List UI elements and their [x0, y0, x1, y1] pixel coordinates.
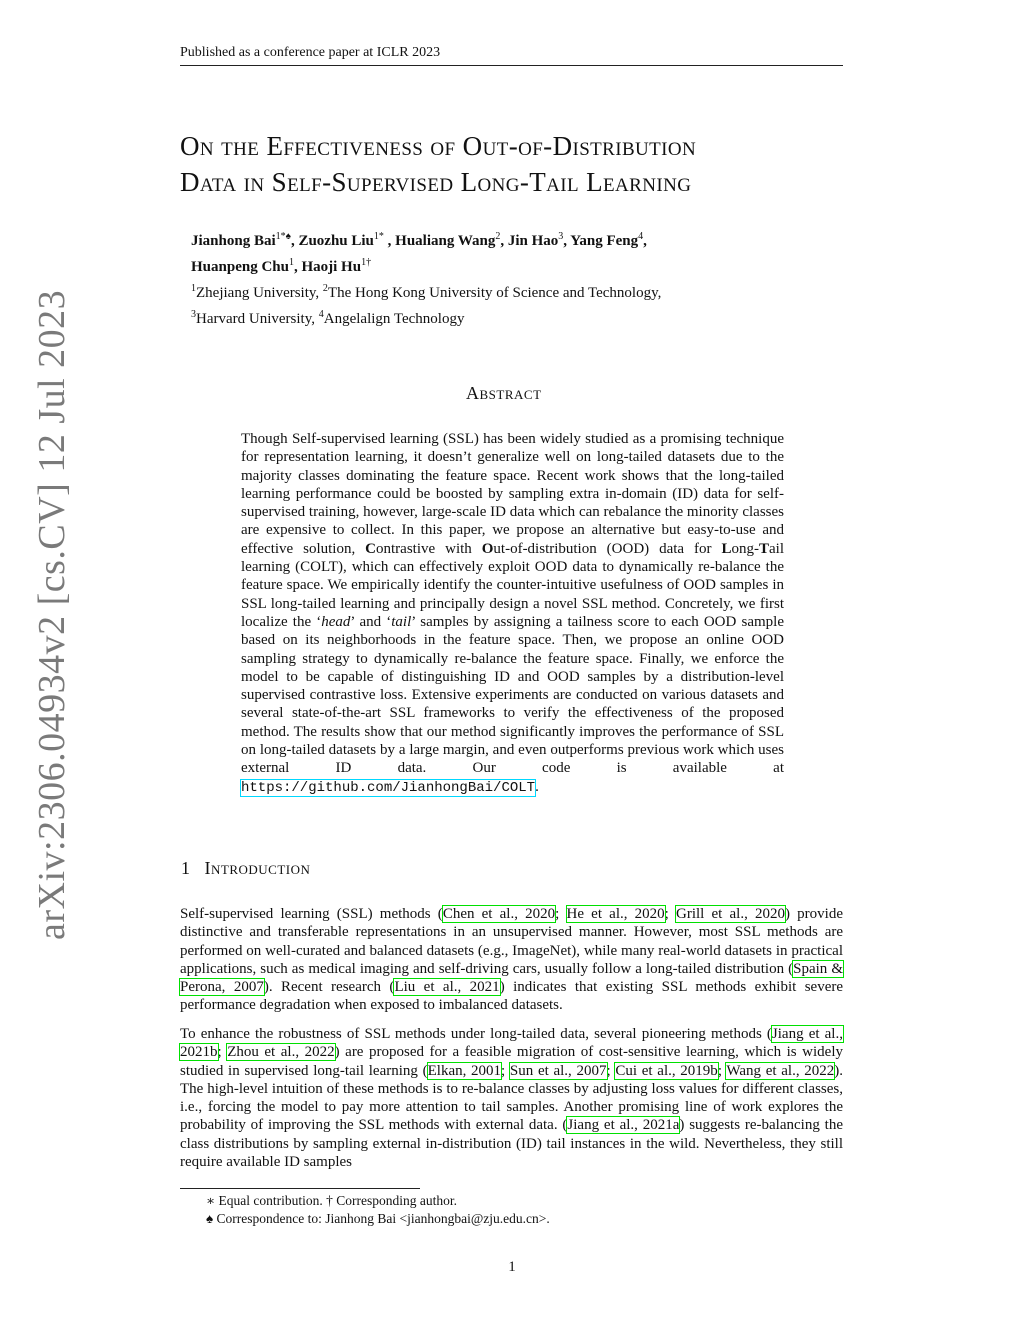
- paragraph-span: ;: [664, 906, 676, 922]
- abstract-span: ong-: [731, 540, 759, 557]
- section-title: Introduction: [204, 858, 311, 878]
- citation-link[interactable]: Cui et al., 2019b: [615, 1062, 718, 1079]
- paragraph-span: ;: [717, 1062, 727, 1079]
- citation-link[interactable]: Zhou et al., 2022: [227, 1044, 335, 1061]
- section-number: 1: [181, 858, 191, 878]
- footnote-equal-contribution: ∗ Equal contribution. † Corresponding author.: [206, 1193, 458, 1208]
- author-name: , Jin Hao: [500, 233, 559, 249]
- author-sup: 2: [495, 231, 501, 242]
- citation-link[interactable]: Sun et al., 2007: [509, 1062, 607, 1079]
- author-name: Huanpeng Chu: [191, 259, 289, 275]
- abstract-italic: tail: [391, 613, 412, 630]
- paragraph-span: ) provide distinctive and transferable representations in an unsupervised manner. However, most SSL methods are performed on well-curated and balanced datasets (e.g., ImageNet), while many real-world datasets in practical applications, such as medical imaging and self-driving cars, usually follow a long-tailed distribution (: [180, 906, 843, 977]
- aff-sup: 3: [191, 309, 196, 320]
- abstract-span: Though Self-supervised learning (SSL) has been widely studied as a promising technique for representation learning, it doesn’t generalize well on long-tailed datasets due to the majority classes dominating the feature space. Recent work shows that the long-tailed learning performance could be boosted by sampling extra in-domain (ID) data for self-supervised training, however, large-scale ID data which can rebalance the minority classes are expensive to collect. In this paper, we propose an alternative but easy-to-use and effective solution,: [241, 431, 784, 557]
- abstract-span: ontrastive with: [376, 540, 482, 557]
- arxiv-identifier: arXiv:2306.04934v2 [cs.CV] 12 Jul 2023: [31, 289, 73, 940]
- affiliation: Zhejiang University,: [196, 285, 323, 301]
- citation-link[interactable]: Jiang et al., 2021b: [180, 1026, 843, 1061]
- author-block: [191, 226, 831, 330]
- abstract-bold: T: [758, 540, 769, 557]
- author-line-1: [191, 226, 831, 252]
- affiliation: Angelalign Technology: [323, 311, 465, 327]
- citation-link[interactable]: Jiang et al., 2021a: [567, 1117, 680, 1134]
- footnote-rule: [180, 1188, 420, 1189]
- paragraph-span: Self-supervised learning (SSL) methods (: [180, 906, 443, 922]
- affiliation: The Hong Kong University of Science and Technology,: [327, 285, 662, 301]
- footnote-correspondence: ♠ Correspondence to: Jianhong Bai <jianhongbai@zju.edu.cn>.: [206, 1211, 550, 1226]
- header-rule: [180, 65, 843, 66]
- author-sup: 3: [558, 231, 564, 242]
- citation-link[interactable]: Wang et al., 2022: [726, 1062, 835, 1079]
- affiliation-line-2: [191, 304, 831, 330]
- affiliation: Harvard University,: [196, 311, 319, 327]
- author-sup: 1†: [361, 257, 372, 268]
- citation-link[interactable]: Spain & Perona, 2007: [180, 960, 843, 996]
- aff-sup: 4: [318, 309, 324, 320]
- author-line-2: [191, 252, 831, 278]
- title-line-1: On the Effectiveness of Out-of-Distribution: [180, 131, 697, 161]
- intro-paragraph-1: [180, 905, 843, 1015]
- intro-paragraph-2: [180, 1025, 843, 1171]
- citation-link[interactable]: Chen et al., 2020: [442, 906, 556, 922]
- author-sup: 4: [638, 231, 644, 242]
- paragraph-span: ;: [217, 1044, 228, 1061]
- author-sup: 1*: [373, 231, 384, 242]
- title-line-2: Data in Self-Supervised Long-Tail Learning: [180, 167, 692, 197]
- aff-sup: 1: [191, 283, 196, 294]
- abstract-span: ’ samples by assigning a tailness score to each OOD sample based on its neighborhoods in the feature space. Then, we propose an online OOD sampling strategy to dynamically re-balance the feature space. Finally, we enforce the model to be capable of distinguishing ID and OOD samples by a distribution-level supervised contrastive loss. Extensive experiments are conducted on various datasets and several state-of-the-art SSL frameworks to verify the effectiveness of the proposed method. The results show that our method significantly improves the performance of SSL on long-tailed datasets by a large margin, and even outperforms previous work which uses external ID data. Our code is available at: [241, 613, 784, 777]
- author-name: , Zuozhu Liu: [290, 233, 374, 249]
- citation-link[interactable]: Liu et al., 2021: [394, 979, 500, 996]
- paragraph-span: ) indicates that existing SSL methods exhibit severe performance degradation when exposed to imbalanced datasets.: [180, 979, 844, 1014]
- abstract-span: .: [535, 778, 539, 795]
- abstract-bold: C: [365, 540, 377, 557]
- abstract-span: ail learning (COLT), which can effectively exploit OOD data to dynamically re-balance the feature space. We empirically identify the counter-intuitive usefulness of OOD samples in SSL long-tailed learning and principally design a novel SSL method. Concretely, we first localize the ‘: [241, 540, 784, 630]
- citation-link[interactable]: Grill et al., 2020: [676, 906, 785, 922]
- abstract-bold: O: [481, 540, 494, 557]
- author-name: , Yang Feng: [563, 233, 639, 249]
- paragraph-span: ;: [501, 1062, 510, 1079]
- paragraph-span: ). The high-level intuition of these methods is to re-balance classes by adjusting loss values for different classes, i.e., forcing the model to pay more attention to tail samples. Another promising line of work explores the probability of improving the SSL methods with external data. (: [180, 1062, 844, 1134]
- citation-link[interactable]: He et al., 2020: [566, 906, 665, 922]
- abstract-span: ut-of-distribution (OOD) data for: [493, 540, 722, 557]
- paragraph-span: ;: [555, 906, 567, 922]
- abstract-bold: L: [721, 540, 732, 557]
- paragraph-span: ) are proposed for a feasible migration of cost-sensitive learning, which is widely studied in supervised long-tail learning (: [180, 1044, 843, 1079]
- code-repository-link[interactable]: https://github.com/JianhongBai/COLT: [241, 779, 536, 796]
- paragraph-span: ) suggests re-balancing the class distributions by sampling external in-distribution (ID) tail instances in the wild. Nevertheless, they still require available ID samples: [180, 1117, 843, 1171]
- aff-sup: 2: [322, 283, 328, 294]
- paragraph-span: To enhance the robustness of SSL methods under long-tailed data, several pioneering methods (: [180, 1026, 772, 1042]
- author-name: , Haoji Hu: [293, 259, 362, 275]
- abstract-text: [241, 430, 784, 797]
- introduction-heading: [181, 858, 310, 879]
- affiliation-line-1: [191, 278, 831, 304]
- paragraph-span: ). Recent research (: [263, 979, 395, 996]
- author-name: Jianhong Bai: [191, 233, 276, 249]
- running-header: Published as a conference paper at ICLR 2023: [180, 45, 441, 60]
- author-sup: 1: [288, 257, 294, 268]
- paper-title: [180, 128, 860, 200]
- page-number: 1: [508, 1259, 516, 1275]
- author-sup: 1*♠: [275, 231, 291, 242]
- author-name: , Hualiang Wang: [383, 233, 496, 249]
- abstract-span: ’ and ‘: [350, 613, 392, 630]
- paragraph-span: ;: [606, 1062, 616, 1079]
- citation-link[interactable]: Elkan, 2001: [427, 1062, 502, 1079]
- author-separator: ,: [643, 233, 647, 249]
- abstract-italic: head: [321, 613, 351, 630]
- abstract-heading: Abstract: [466, 383, 542, 403]
